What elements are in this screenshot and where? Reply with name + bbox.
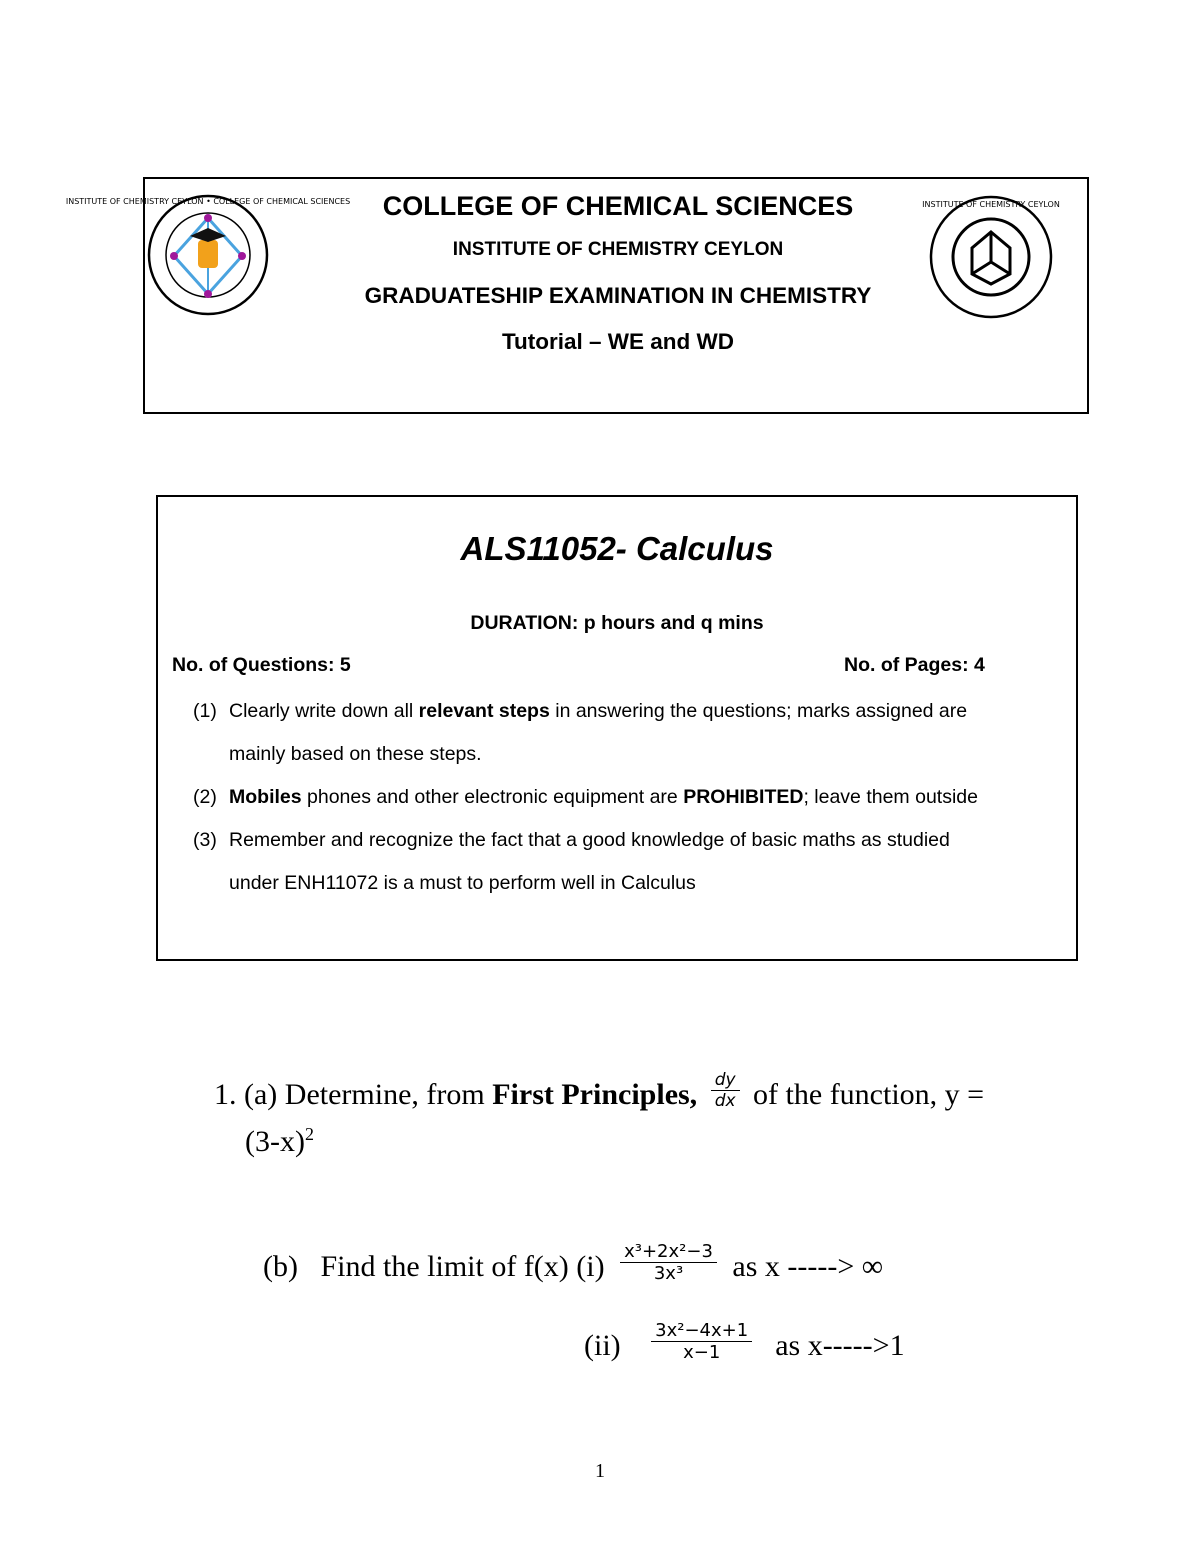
- limit-fraction-i: [620, 1242, 717, 1284]
- college-of-chemical-sciences-logo: [65, 190, 351, 320]
- question-text: Find the limit of f(x) (i): [320, 1250, 605, 1284]
- instruction-text: Remember and recognize the fact that a good knowledge of basic maths as studied: [229, 829, 950, 851]
- limit-condition: as x -----> ∞: [732, 1250, 884, 1284]
- tutorial-title: Tutorial – WE and WD: [501, 329, 735, 354]
- college-name: COLLEGE OF CHEMICAL SCIENCES: [382, 191, 854, 221]
- question-text: (a) Determine, from: [244, 1077, 493, 1111]
- exam-name: GRADUATESHIP EXAMINATION IN CHEMISTRY: [364, 283, 872, 308]
- question-1a-continuation: [245, 1124, 314, 1159]
- instruction-2: [193, 776, 1073, 819]
- fraction-denominator: dx: [714, 1090, 736, 1111]
- course-title: ALS11052- Calculus: [460, 530, 774, 567]
- instruction-text: in answering the questions; marks assigned are: [549, 700, 968, 722]
- instruction-bold: relevant steps: [418, 700, 550, 722]
- question-number: 1.: [214, 1077, 237, 1111]
- instruction-text: ; leave them outside: [803, 786, 978, 808]
- limit-fraction-ii: [651, 1321, 752, 1363]
- left-logo-ring-text: INSTITUTE OF CHEMISTRY CEYLON • COLLEGE OF CHEMICAL SCIENCES: [65, 197, 351, 206]
- fraction-numerator: 3x²−4x+1: [651, 1321, 752, 1342]
- fraction-denominator: x−1: [683, 1341, 721, 1363]
- instruction-3: [193, 819, 1073, 905]
- instruction-number: (2): [193, 786, 217, 808]
- institute-name: INSTITUTE OF CHEMISTRY CEYLON: [452, 239, 784, 260]
- num-questions: No. of Questions: 5: [172, 654, 351, 676]
- question-text: of the function, y =: [753, 1077, 985, 1111]
- instruction-continuation: mainly based on these steps.: [229, 743, 482, 765]
- instruction-bold: PROHIBITED: [683, 786, 804, 808]
- duration: DURATION: p hours and q mins: [470, 612, 764, 634]
- question-1a: [214, 1070, 985, 1117]
- instruction-1: [193, 690, 1073, 776]
- limit-condition: as x----->1: [775, 1329, 905, 1363]
- right-logo-ring-text: INSTITUTE OF CHEMISTRY CEYLON: [922, 200, 1060, 209]
- function-expression: (3-x): [245, 1125, 305, 1158]
- derivative-fraction: [711, 1071, 740, 1111]
- question-1b-ii: [584, 1320, 905, 1369]
- page-number: 1: [595, 1460, 605, 1482]
- fraction-numerator: dy: [711, 1071, 740, 1091]
- question-label: (b): [263, 1250, 298, 1284]
- question-1b: [263, 1241, 884, 1290]
- instruction-text: Clearly write down all: [229, 700, 419, 722]
- exponent: 2: [304, 1124, 314, 1144]
- instruction-number: (3): [193, 829, 217, 851]
- question-label: (ii): [584, 1329, 621, 1363]
- instruction-text: phones and other electronic equipment are: [301, 786, 684, 808]
- instruction-continuation: under ENH11072 is a must to perform well in Calculus: [229, 872, 696, 894]
- fraction-denominator: 3x³: [653, 1262, 684, 1284]
- instruction-number: (1): [193, 700, 217, 722]
- fraction-numerator: x³+2x²−3: [620, 1242, 717, 1263]
- num-pages: No. of Pages: 4: [844, 654, 985, 676]
- instruction-bold: Mobiles: [229, 786, 302, 808]
- question-bold: First Principles,: [492, 1077, 698, 1111]
- institute-of-chemistry-ceylon-logo: [922, 192, 1060, 322]
